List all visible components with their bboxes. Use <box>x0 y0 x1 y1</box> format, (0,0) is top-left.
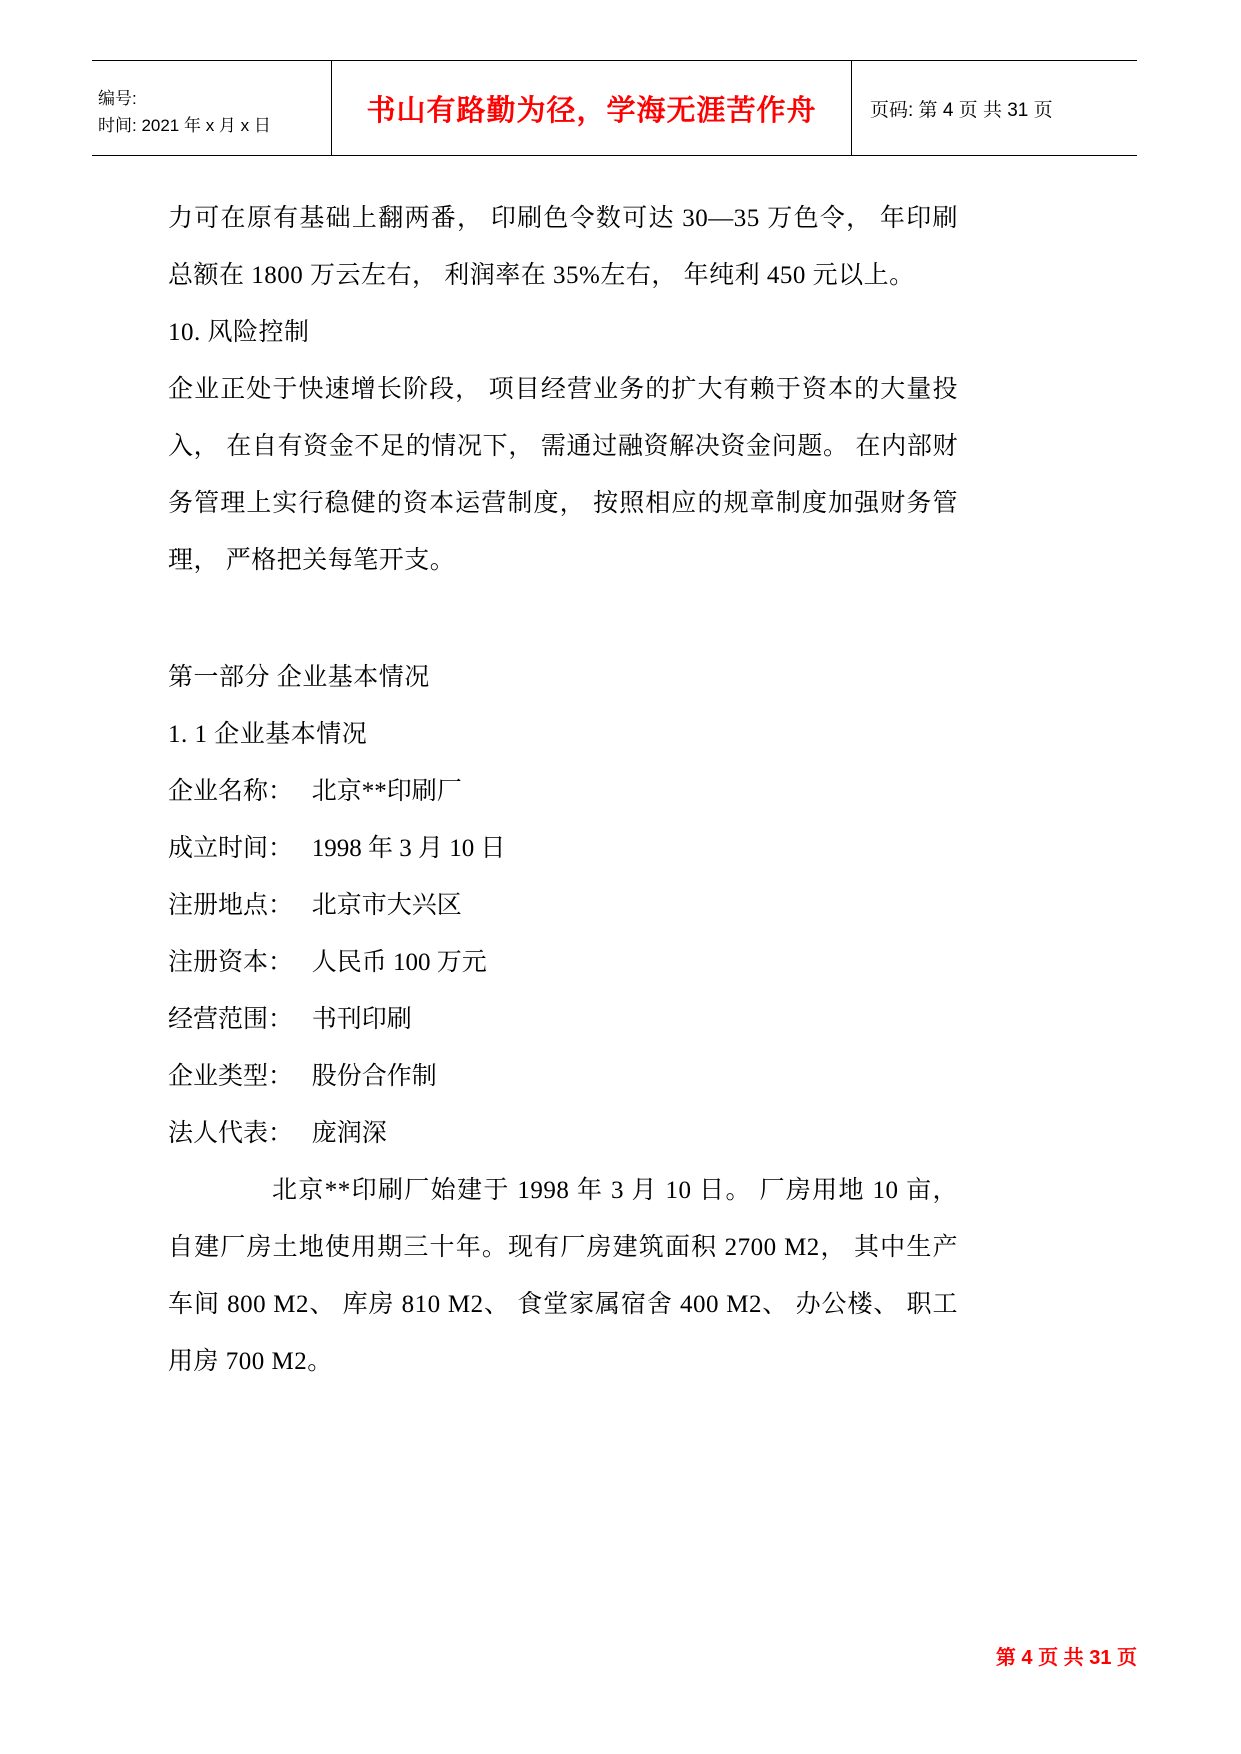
field-value: 1998 年 3 月 10 日 <box>311 835 506 862</box>
field-label: 注册资本： <box>168 949 294 976</box>
field-label: 注册地点： <box>168 892 294 919</box>
field-company-type <box>168 1048 958 1105</box>
field-company-name <box>168 763 958 820</box>
paragraph-continued: 力可在原有基础上翻两番， 印刷色令数可达 30—35 万色令， 年印刷总额在 1800 万云左右， 利润率在 35%左右， 年纯利 450 元以上。 <box>168 205 958 289</box>
field-value: 人民币 100 万元 <box>311 949 487 976</box>
header-slogan-cell <box>332 61 852 155</box>
header-slogan: 书山有路勤为径，学海无涯苦作舟 <box>366 94 817 127</box>
field-label: 企业名称： <box>168 778 294 805</box>
header-pageinfo-cell <box>852 61 1137 155</box>
field-value: 庞润深 <box>311 1120 387 1147</box>
field-label: 经营范围： <box>168 1006 294 1033</box>
field-label: 企业类型： <box>168 1063 294 1090</box>
header-number-label: 编号: <box>98 89 137 108</box>
heading-part-one: 第一部分 企业基本情况 <box>168 664 430 691</box>
field-value: 书刊印刷 <box>311 1006 412 1033</box>
field-registered-capital <box>168 934 958 991</box>
header-meta-cell <box>92 61 332 155</box>
paragraph-factory-description: 北京**印刷厂始建于 1998 年 3 月 10 日。 厂房用地 10 亩， 自建厂房土地使用期三十年。现有厂房建筑面积 2700 M2， 其中生产车间 800 M2、 库房 810 M2、 食堂家属宿舍 400 M2、 办公楼、 职工用房 700 M2。 <box>168 1177 958 1375</box>
field-legal-representative <box>168 1105 958 1162</box>
field-value: 北京市大兴区 <box>311 892 462 919</box>
field-registered-place <box>168 877 958 934</box>
document-body <box>168 190 958 1390</box>
field-value: 北京**印刷厂 <box>311 778 462 805</box>
field-value: 股份合作制 <box>311 1063 437 1090</box>
heading-risk-control: 10. 风险控制 <box>168 319 310 346</box>
field-business-scope <box>168 991 958 1048</box>
header-page-info: 页码: 第 4 页 共 31 页 <box>870 99 1053 121</box>
header-time-label: 时间: 2021 年 x 月 x 日 <box>98 116 271 135</box>
section-spacer <box>168 589 958 649</box>
heading-section-1-1: 1. 1 企业基本情况 <box>168 721 368 748</box>
paragraph-risk-control: 企业正处于快速增长阶段， 项目经营业务的扩大有赖于资本的大量投入， 在自有资金不足的情况下， 需通过融资解决资金问题。 在内部财务管理上实行稳健的资本运营制度， 按照相应的规章制度加强财务管理， 严格把关每笔开支。 <box>168 376 958 574</box>
field-label: 成立时间： <box>168 835 294 862</box>
page-header <box>92 60 1137 156</box>
field-established-date <box>168 820 958 877</box>
page-footer: 第 4 页 共 31 页 <box>995 1647 1137 1669</box>
field-label: 法人代表： <box>168 1120 294 1147</box>
